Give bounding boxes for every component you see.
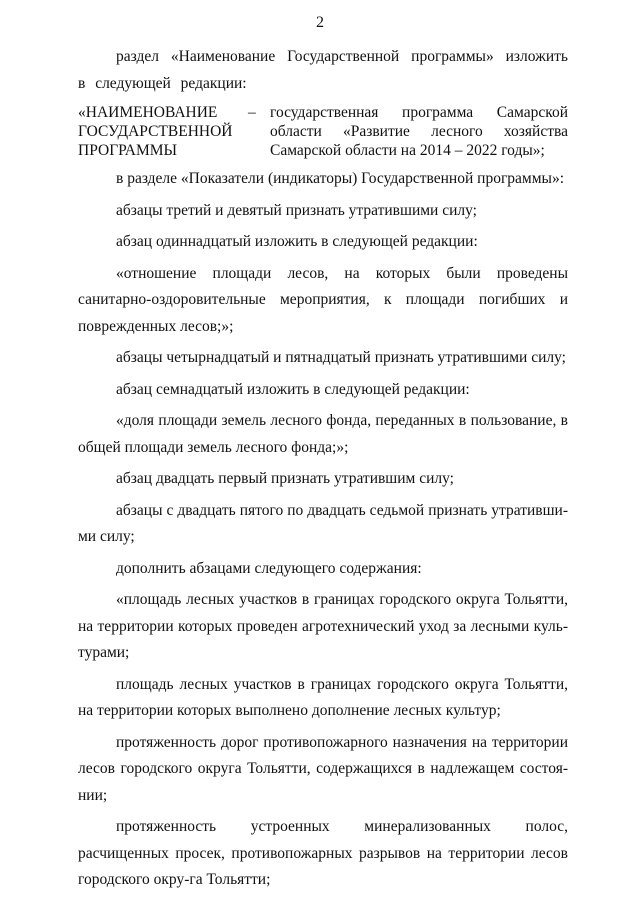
paragraph: дополнить абзацами следующего содержания: bbox=[116, 559, 422, 577]
paragraph: абзацы с двадцать пятого по двадцать седьмой признать утративши-ми силу; bbox=[78, 501, 568, 545]
paragraph: абзац двадцать первый признать утратившим силу; bbox=[116, 470, 454, 487]
paragraph: площадь лесных участков в границах городского округа Тольятти, на территории которых выполнено дополнение лесных культур; bbox=[78, 675, 568, 719]
paragraph: «доля площади земель лесного фонда, переданных в пользование, в общей площади земель лесного фонда;»; bbox=[78, 412, 568, 456]
paragraph: абзац семнадцатый изложить в следующей редакции: bbox=[116, 380, 470, 398]
paragraph: раздел «Наименование Государственной программы» изложить в следующей редакции: bbox=[78, 48, 568, 92]
paragraph: «площадь лесных участков в границах городского округа Тольятти, на территории которых проведен агротехнический уход за лесными куль-турами; bbox=[78, 591, 568, 661]
page-number: 2 bbox=[316, 14, 324, 31]
paragraph: в разделе «Показатели (индикаторы) Государственной программы»: bbox=[116, 170, 565, 187]
definition-text: государственная программа Самарской области «Развитие лесного хозяйства Самарской области на 2014 – 2022 годы»; bbox=[270, 104, 568, 159]
paragraph: абзацы четырнадцатый и пятнадцатый признать утратившими силу; bbox=[116, 349, 566, 366]
paragraph: абзацы третий и девятый признать утратившими силу; bbox=[116, 201, 477, 219]
definition-term: «НАИМЕНОВАНИЕ ГОСУДАРСТВЕННОЙ ПРОГРАММЫ bbox=[78, 104, 233, 159]
paragraph: протяженность дорог противопожарного назначения на территории лесов городского округа Тольятти, содержащихся в надлежащем состоя-нии; bbox=[78, 733, 568, 804]
document-body bbox=[78, 44, 568, 899]
definition-table bbox=[78, 103, 568, 160]
paragraph: «отношение площади лесов, на которых были проведены санитарно-оздоровительные мероприятия, к площади погибших и поврежденных лесов;»; bbox=[78, 264, 568, 335]
paragraph: абзац одиннадцатый изложить в следующей редакции: bbox=[116, 233, 478, 250]
paragraph: протяженность устроенных минерализованных полос, расчищенных просек, противопожарных разрывов на территории лесов городского окру-га Тольятти; bbox=[78, 818, 568, 888]
definition-dash: – bbox=[248, 104, 256, 121]
